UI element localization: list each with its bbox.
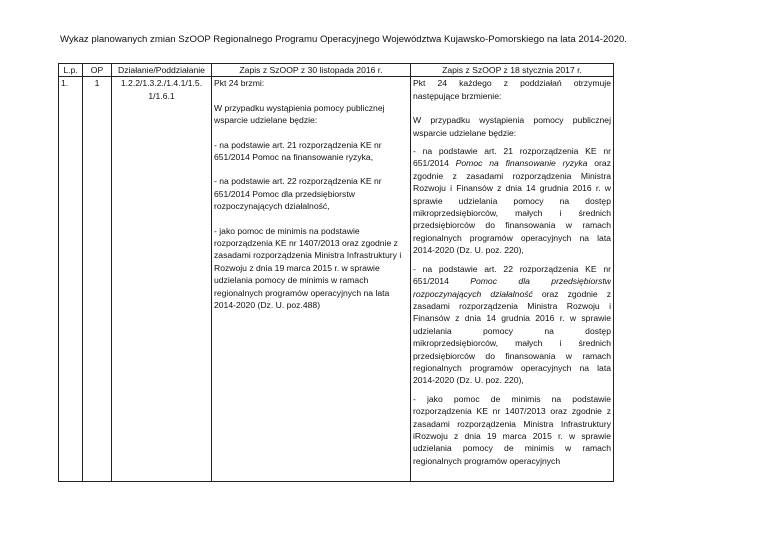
changes-table bbox=[58, 63, 614, 482]
new-paragraph-2: W przypadku wystąpienia pomocy publicznej wsparcie udzielane będzie: bbox=[413, 115, 611, 138]
new-p3-text-a: - na podstawie art. 21 rozporządzenia KE nr 651/2014 bbox=[413, 146, 611, 169]
header-lp: L.p. bbox=[59, 64, 83, 77]
header-old-record: Zapis z SzOOP z 30 listopada 2016 r. bbox=[212, 64, 411, 77]
new-p3-emphasis: Pomoc na finansowanie ryzyka bbox=[455, 158, 588, 169]
new-p3-text-b: oraz zgodnie z zasadami rozporządzenia Ministra Rozwoju i Finansów z dnia 14 grudnia 2016 r. w sprawie udzielania pomocy na dostęp mikroprzedsiębiorców, małych i średnich przedsiębiorców do finansowania w ramach regionalnych programów operacyjnych na lata 2014-2020 (Dz. U. poz. 220), bbox=[413, 158, 611, 256]
new-p4-emphasis: Pomoc dla przedsiębiorstw rozpoczynających działalność bbox=[413, 276, 611, 299]
header-op: OP bbox=[83, 64, 112, 77]
lp-value: 1. bbox=[61, 78, 69, 89]
old-paragraph-3: - na podstawie art. 21 rozporządzenia KE nr 651/2014 Pomoc na finansowanie ryzyka, bbox=[214, 139, 382, 163]
new-p4-text-a: - na podstawie art. 22 rozporządzenia KE nr 651/2014 bbox=[413, 263, 611, 287]
cell-dzialanie bbox=[112, 77, 212, 482]
new-paragraph-4 bbox=[413, 263, 611, 387]
cell-op bbox=[83, 77, 112, 482]
dzialanie-line-2: 1/1.6.1 bbox=[148, 90, 175, 101]
new-p4-text-b: oraz zgodnie z zasadami rozporządzenia Ministra Rozwoju i Finansów z dnia 14 grudnia 2016 r. w sprawie udzielania pomocy na dostęp mikroprzedsiębiorców, małych i średnich przedsiębiorców do finansowania w ramach regionalnych programów operacyjnych na lata 2014-2020 (Dz. U. poz. 220), bbox=[413, 288, 611, 386]
op-value: 1 bbox=[94, 78, 100, 89]
cell-lp bbox=[59, 77, 83, 482]
old-paragraph-4: - na podstawie art. 22 rozporządzenia KE nr 651/2014 Pomoc dla przedsiębiorstw rozpoczynających działalność, bbox=[214, 176, 382, 212]
old-paragraph-1: Pkt 24 brzmi: bbox=[214, 78, 265, 89]
header-new-record: Zapis z SzOOP z 18 stycznia 2017 r. bbox=[411, 64, 614, 77]
old-paragraph-2: W przypadku wystąpienia pomocy publicznej wsparcie udzielane będzie: bbox=[214, 102, 385, 126]
table-header-row bbox=[59, 64, 614, 77]
table-row bbox=[59, 77, 614, 482]
header-dzialanie: Działanie/Poddziałanie bbox=[112, 64, 212, 77]
new-paragraph-5: - jako pomoc de minimis na podstawie rozporządzenia KE nr 1407/2013 oraz zgodnie z zasadami rozporządzenia Ministra Infrastruktury iRozwoju z dnia 19 marca 2015 r. w sprawie udzielania pomocy de minimis w ramach regionalnych programów operacyjnych bbox=[413, 393, 611, 466]
new-paragraph-1: Pkt 24 każdego z poddziałań otrzymuje następujące brzmienie: bbox=[413, 78, 611, 101]
cell-old-record bbox=[212, 77, 411, 482]
new-paragraph-3 bbox=[413, 145, 611, 257]
page-title: Wykaz planowanych zmian SzOOP Regionalnego Programu Operacyjnego Województwa Kujawsko-Pomorskiego na lata 2014-2020. bbox=[60, 34, 627, 45]
old-paragraph-5: - jako pomoc de minimis na podstawie rozporządzenia KE nr 1407/2013 oraz zgodnie z zasadami rozporządzenia Ministra Infrastruktury i Rozwoju z dnia 19 marca 2015 r. w sprawie udzielania pomocy de minimis w ramach regionalnych programów operacyjnych na lata 2014-2020 (Dz. U. poz.488) bbox=[214, 225, 402, 311]
dzialanie-line-1: 1.2.2/1.3.2./1.4.1/1.5. bbox=[120, 78, 203, 89]
cell-new-record bbox=[411, 77, 614, 482]
